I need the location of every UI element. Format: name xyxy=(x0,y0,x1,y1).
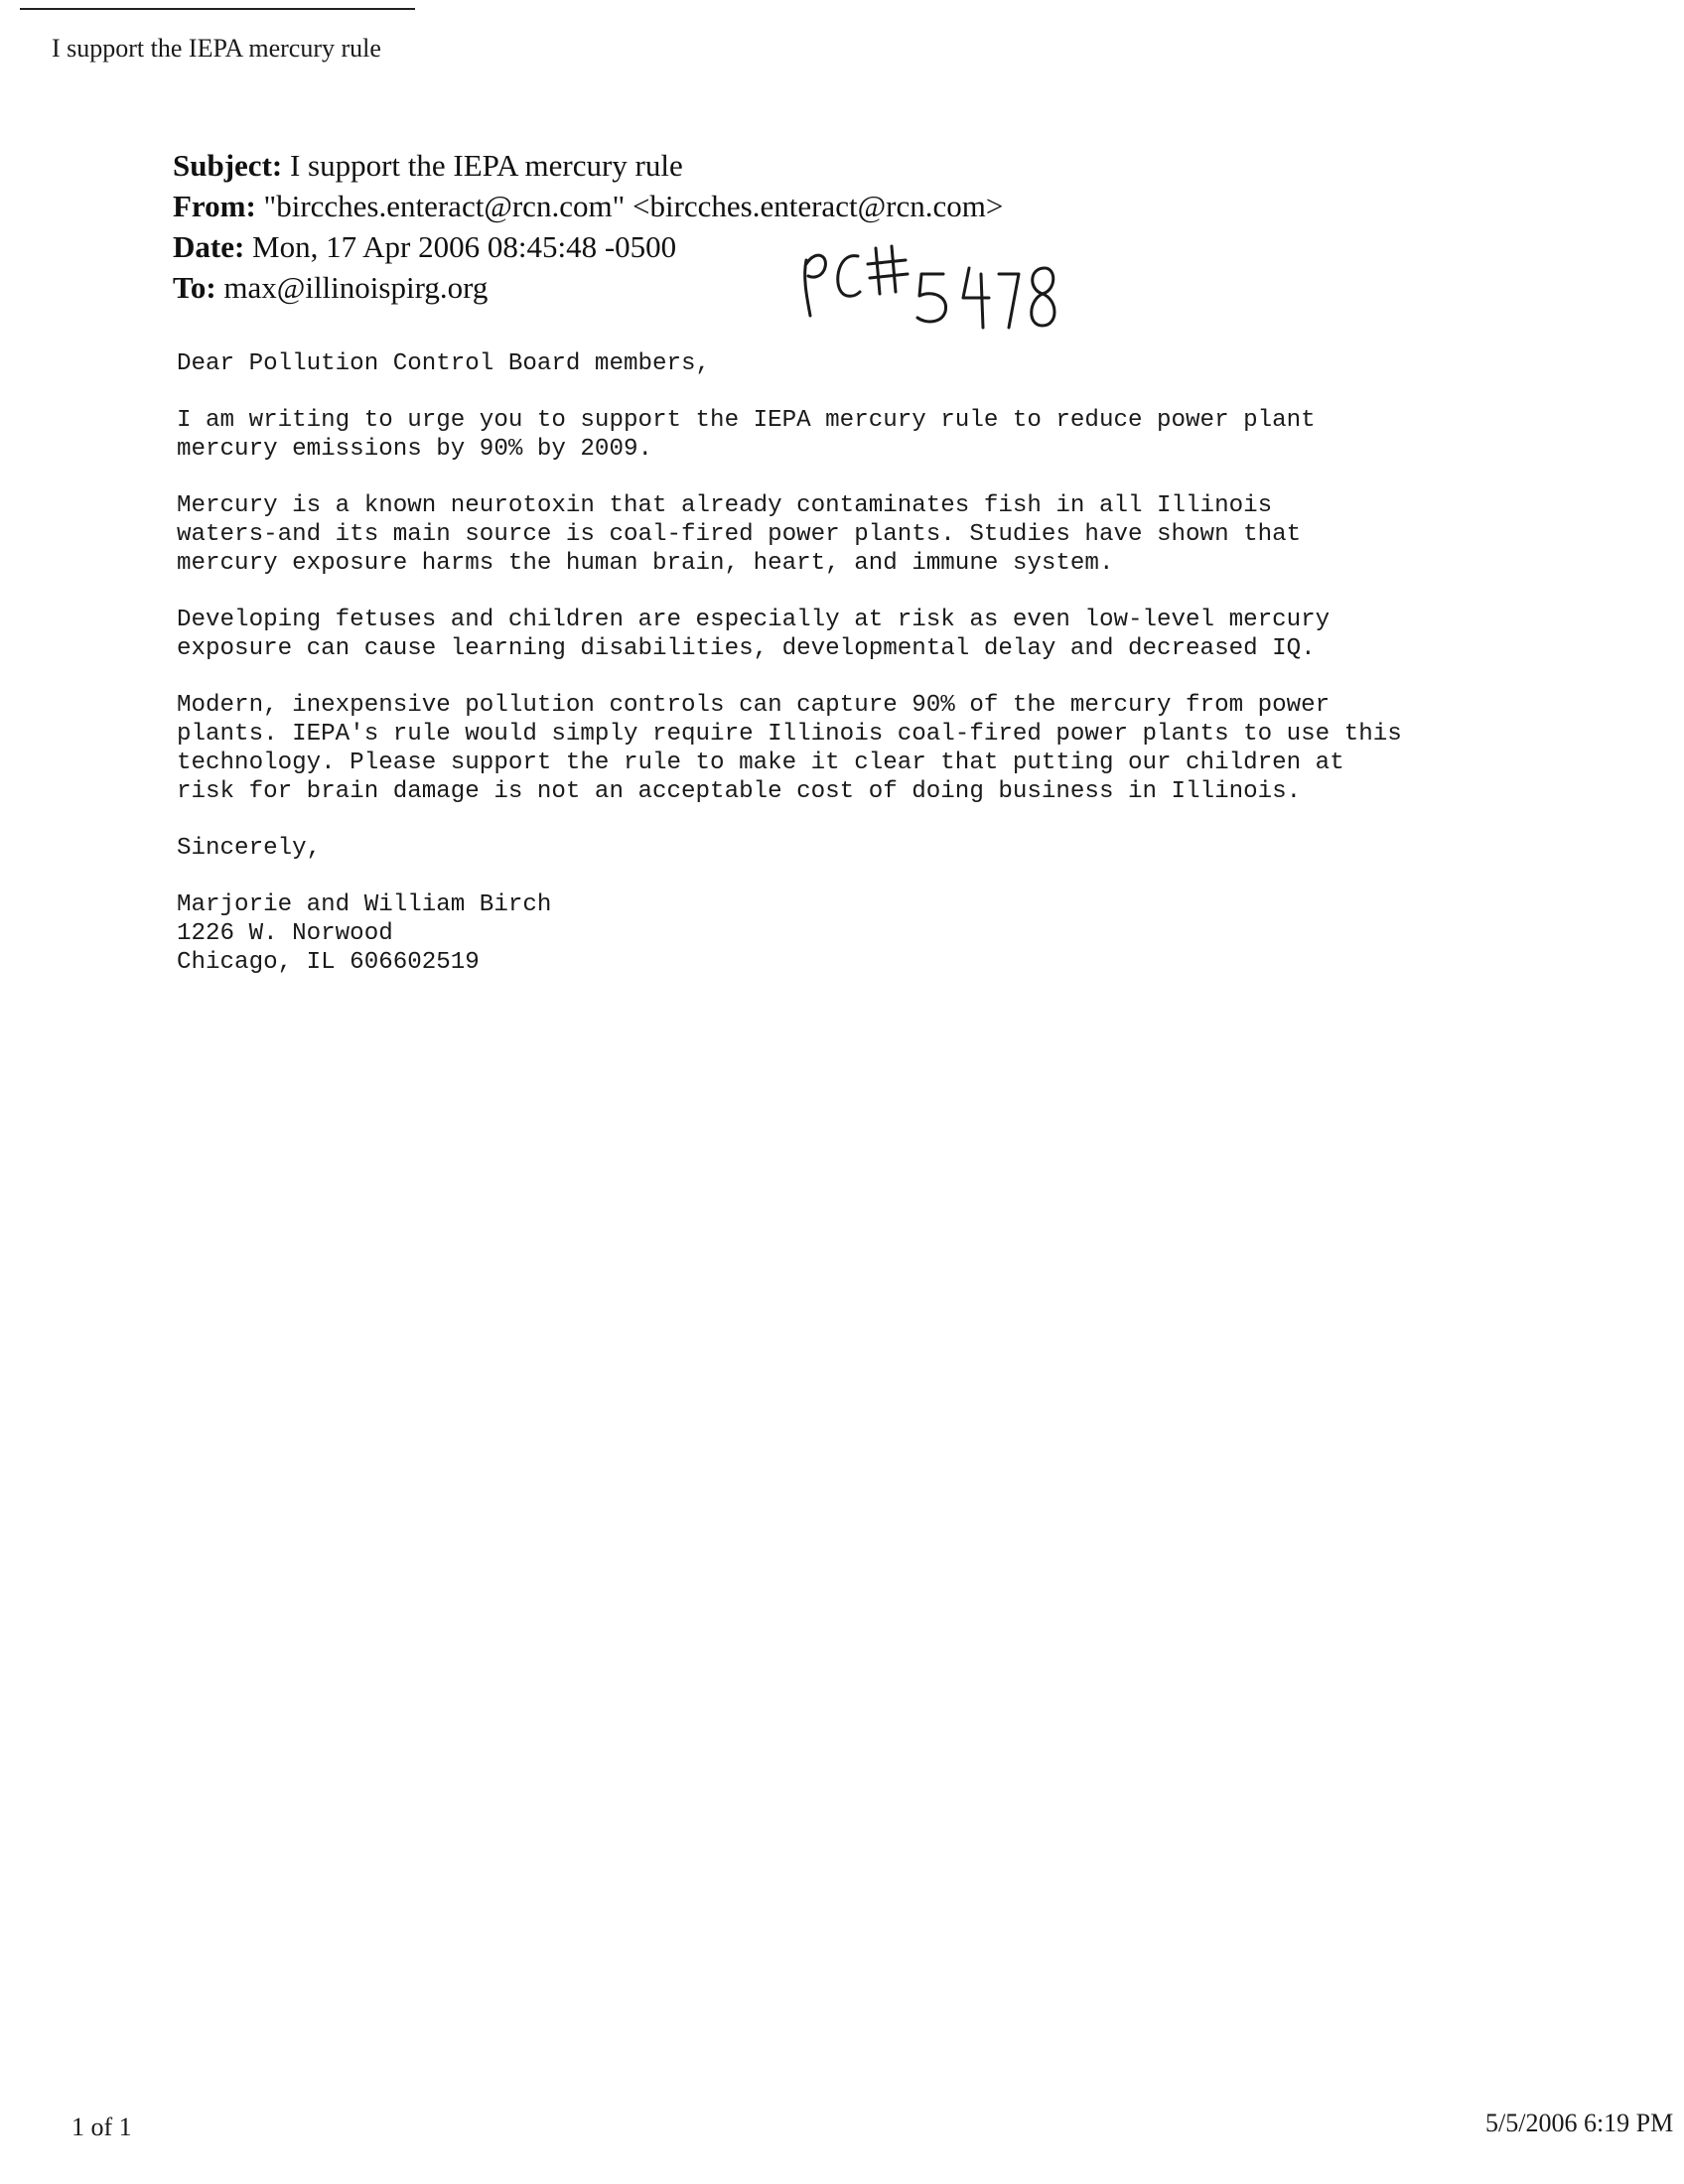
from-label: From: xyxy=(173,189,256,223)
letter-body xyxy=(177,349,1607,977)
to-value: max@illinoispirg.org xyxy=(223,270,489,305)
letter-paragraph: I am writing to urge you to support the IEPA mercury rule to reduce power plant mercury emissions by 90% by 2009. xyxy=(177,407,1316,463)
from-row xyxy=(173,186,1003,226)
running-header: I support the IEPA mercury rule xyxy=(52,34,381,63)
subject-value: I support the IEPA mercury rule xyxy=(289,148,683,183)
to-label: To: xyxy=(173,270,216,305)
subject-label: Subject: xyxy=(173,148,283,183)
letter-greeting: Dear Pollution Control Board members, xyxy=(177,350,711,377)
subject-row xyxy=(173,145,1003,186)
signature-name: Marjorie and William Birch xyxy=(177,891,552,918)
signature-city: Chicago, IL 606602519 xyxy=(177,949,480,976)
from-value: "bircches.enteract@rcn.com" <bircches.enteract@rcn.com> xyxy=(263,189,1004,223)
handwritten-pc-number-stamp xyxy=(794,234,1072,343)
signature-street: 1226 W. Norwood xyxy=(177,920,393,947)
top-rule xyxy=(20,8,415,10)
letter-closing: Sincerely, xyxy=(177,835,322,862)
page-number: 1 of 1 xyxy=(71,2113,132,2141)
print-timestamp: 5/5/2006 6:19 PM xyxy=(1485,2109,1674,2137)
date-label: Date: xyxy=(173,229,245,264)
letter-paragraph: Developing fetuses and children are especially at risk as even low-level mercury exposure can cause learning disabilities, developmental delay and decreased IQ. xyxy=(177,607,1331,662)
date-value: Mon, 17 Apr 2006 08:45:48 -0500 xyxy=(252,229,677,264)
letter-paragraph: Mercury is a known neurotoxin that already contaminates fish in all Illinois waters-and its main source is coal-fired power plants. Studies have shown that mercury exposure harms the human brain, heart, and immune system. xyxy=(177,492,1302,577)
letter-paragraph: Modern, inexpensive pollution controls can capture 90% of the mercury from power plants. IEPA's rule would simply require Illinois coal-fired power plants to use this technology. Please support the rule to make it clear that putting our children at risk for brain damage is not an acceptable cost of doing business in Illinois. xyxy=(177,692,1402,805)
